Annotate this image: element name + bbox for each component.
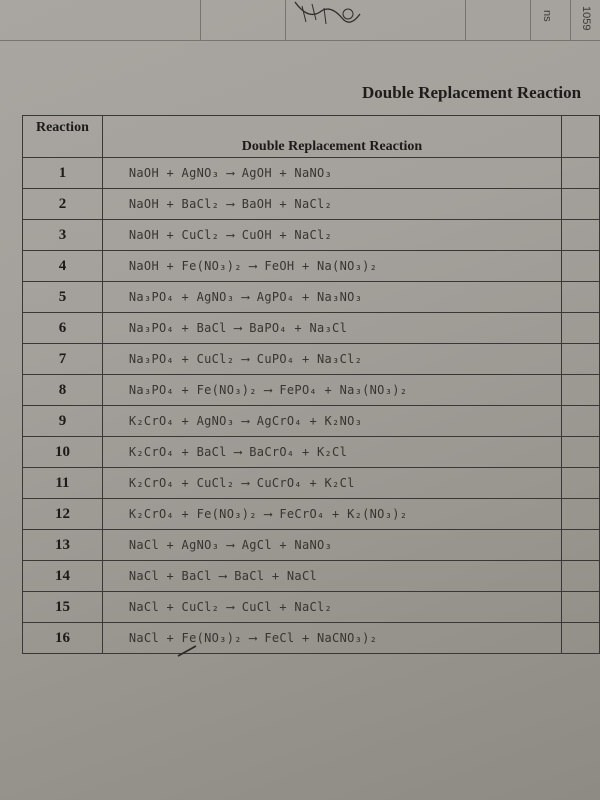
reaction-number: 13	[23, 530, 103, 561]
empty-cell	[562, 158, 600, 189]
pencil-tick-mark	[176, 640, 200, 660]
table-row	[23, 344, 600, 375]
table-row	[23, 220, 600, 251]
reaction-equation: K₂CrO₄ + CuCl₂ ⟶ CuCrO₄ + K₂Cl	[102, 468, 561, 499]
table-row	[23, 189, 600, 220]
page-title: Double Replacement Reaction	[362, 83, 582, 102]
table-row	[23, 499, 600, 530]
table-row	[23, 406, 600, 437]
empty-cell	[562, 530, 600, 561]
empty-cell	[562, 344, 600, 375]
reaction-number: 2	[23, 189, 103, 220]
table-row	[23, 623, 600, 654]
reaction-number: 10	[23, 437, 103, 468]
reactions-table	[22, 115, 600, 654]
reaction-equation: NaCl + CuCl₂ ⟶ CuCl + NaCl₂	[102, 592, 561, 623]
table-row	[23, 530, 600, 561]
edge-label: 1059	[580, 6, 592, 31]
reaction-equation: Na₃PO₄ + BaCl ⟶ BaPO₄ + Na₃Cl	[102, 313, 561, 344]
table-row	[23, 313, 600, 344]
table-row	[23, 375, 600, 406]
edge-label: ns	[541, 10, 553, 22]
table-row	[23, 282, 600, 313]
strip-divider	[200, 0, 201, 40]
reaction-equation: NaCl + Fe(NO₃)₂ ⟶ FeCl + NaCNO₃)₂	[102, 623, 561, 654]
reaction-number-header: Reaction	[23, 116, 103, 158]
empty-cell	[562, 623, 600, 654]
pencil-doodle	[290, 0, 380, 34]
reaction-equation: NaOH + CuCl₂ ⟶ CuOH + NaCl₂	[102, 220, 561, 251]
empty-cell	[562, 437, 600, 468]
reaction-number: 9	[23, 406, 103, 437]
reaction-equation: K₂CrO₄ + Fe(NO₃)₂ ⟶ FeCrO₄ + K₂(NO₃)₂	[102, 499, 561, 530]
table-row	[23, 251, 600, 282]
strip-divider	[530, 0, 531, 40]
reaction-equation: NaOH + Fe(NO₃)₂ ⟶ FeOH + Na(NO₃)₂	[102, 251, 561, 282]
extra-column-header	[562, 116, 600, 158]
strip-divider	[285, 0, 286, 40]
strip-divider	[465, 0, 466, 40]
reaction-header: Double Replacement Reaction	[102, 116, 561, 158]
empty-cell	[562, 406, 600, 437]
reaction-equation: K₂CrO₄ + BaCl ⟶ BaCrO₄ + K₂Cl	[102, 437, 561, 468]
reaction-number: 14	[23, 561, 103, 592]
reaction-equation: NaCl + BaCl ⟶ BaCl + NaCl	[102, 561, 561, 592]
reaction-number: 11	[23, 468, 103, 499]
empty-cell	[562, 282, 600, 313]
reaction-equation: Na₃PO₄ + AgNO₃ ⟶ AgPO₄ + Na₃NO₃	[102, 282, 561, 313]
reaction-number: 16	[23, 623, 103, 654]
table-row	[23, 158, 600, 189]
reaction-number: 12	[23, 499, 103, 530]
strip-divider	[570, 0, 571, 40]
empty-cell	[562, 220, 600, 251]
empty-cell	[562, 251, 600, 282]
reaction-equation: NaCl + AgNO₃ ⟶ AgCl + NaNO₃	[102, 530, 561, 561]
reaction-number: 8	[23, 375, 103, 406]
table-header-row	[23, 116, 600, 158]
reaction-equation: Na₃PO₄ + Fe(NO₃)₂ ⟶ FePO₄ + Na₃(NO₃)₂	[102, 375, 561, 406]
empty-cell	[562, 592, 600, 623]
reaction-number: 7	[23, 344, 103, 375]
empty-cell	[562, 313, 600, 344]
reaction-number: 6	[23, 313, 103, 344]
empty-cell	[562, 375, 600, 406]
table-row	[23, 468, 600, 499]
reaction-equation: K₂CrO₄ + AgNO₃ ⟶ AgCrO₄ + K₂NO₃	[102, 406, 561, 437]
table-row	[23, 592, 600, 623]
table-row	[23, 561, 600, 592]
empty-cell	[562, 468, 600, 499]
reaction-equation: Na₃PO₄ + CuCl₂ ⟶ CuPO₄ + Na₃Cl₂	[102, 344, 561, 375]
reaction-equation: NaOH + AgNO₃ ⟶ AgOH + NaNO₃	[102, 158, 561, 189]
table-row	[23, 437, 600, 468]
empty-cell	[562, 499, 600, 530]
reaction-number: 15	[23, 592, 103, 623]
empty-cell	[562, 189, 600, 220]
reaction-number: 5	[23, 282, 103, 313]
reaction-number: 3	[23, 220, 103, 251]
reaction-number: 1	[23, 158, 103, 189]
reaction-equation: NaOH + BaCl₂ ⟶ BaOH + NaCl₂	[102, 189, 561, 220]
empty-cell	[562, 561, 600, 592]
reaction-number: 4	[23, 251, 103, 282]
